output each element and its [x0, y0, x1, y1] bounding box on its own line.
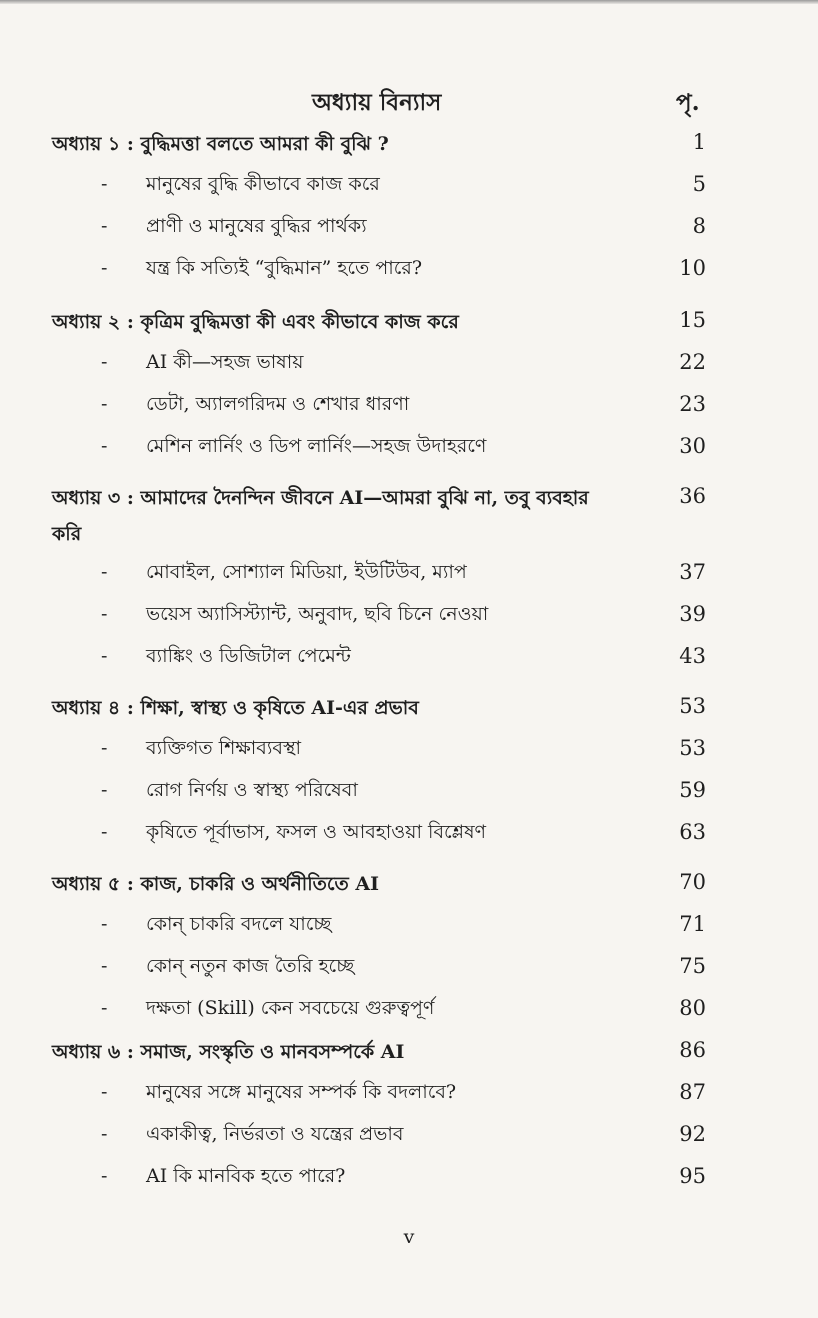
toc-chapter-row	[0, 480, 818, 550]
toc-section-row	[0, 816, 818, 848]
page-number: 70	[679, 870, 706, 894]
toc-chapter-row	[0, 1034, 818, 1066]
page-number: 95	[679, 1164, 706, 1188]
page-number: 53	[679, 694, 706, 718]
chapter-title: অধ্যায় ৪ : শিক্ষা, স্বাস্থ্য ও কৃষিতে AI-এর প্রভাব	[52, 697, 419, 719]
page-number: 71	[679, 912, 706, 936]
section-dash: -	[101, 173, 108, 195]
section-title: কৃষিতে পূর্বাভাস, ফসল ও আবহাওয়া বিশ্লেষণ	[146, 821, 487, 843]
section-title: মানুষের সঙ্গে মানুষের সম্পর্ক কি বদলাবে?	[146, 1081, 457, 1103]
toc-chapter-row	[0, 304, 818, 336]
page-number: 43	[679, 644, 706, 668]
toc-section-row	[0, 640, 818, 672]
section-title: একাকীত্ব, নির্ভরতা ও যন্ত্রের প্রভাব	[146, 1123, 404, 1145]
section-title: রোগ নির্ণয় ও স্বাস্থ্য পরিষেবা	[146, 779, 358, 801]
toc-section-row	[0, 252, 818, 284]
toc-section-row	[0, 168, 818, 200]
toc-section-row	[0, 1160, 818, 1192]
toc-chapter-row	[0, 690, 818, 722]
section-title: প্রাণী ও মানুষের বুদ্ধির পার্থক্য	[146, 215, 367, 237]
section-title: AI কি মানবিক হতে পারে?	[146, 1165, 346, 1187]
page-number: 36	[679, 484, 706, 508]
page-number: 75	[679, 954, 706, 978]
section-title: মোবাইল, সোশ্যাল মিডিয়া, ইউটিউব, ম্যাপ	[146, 561, 467, 583]
toc-section-row	[0, 430, 818, 462]
toc-section-row	[0, 774, 818, 806]
toc-section-row	[0, 992, 818, 1024]
toc-chapter-row	[0, 866, 818, 898]
section-title: মানুষের বুদ্ধি কীভাবে কাজ করে	[146, 173, 380, 195]
toc-chapter-row	[0, 126, 818, 158]
section-dash: -	[101, 955, 108, 977]
section-dash: -	[101, 1123, 108, 1145]
section-dash: -	[101, 779, 108, 801]
page-number: 92	[679, 1122, 706, 1146]
page-top-edge	[0, 0, 818, 4]
section-dash: -	[101, 393, 108, 415]
page-number: 39	[679, 602, 706, 626]
toc-section-row	[0, 1118, 818, 1150]
section-dash: -	[101, 645, 108, 667]
page-number: 10	[679, 256, 706, 280]
page-number: 63	[679, 820, 706, 844]
section-dash: -	[101, 997, 108, 1019]
chapter-title: অধ্যায় ২ : কৃত্রিম বুদ্ধিমত্তা কী এবং কীভাবে কাজ করে	[52, 311, 459, 333]
toc-section-row	[0, 556, 818, 588]
page-folio: v	[403, 1226, 415, 1248]
section-title: ব্যক্তিগত শিক্ষাব্যবস্থা	[146, 737, 302, 759]
section-title: ব্যাঙ্কিং ও ডিজিটাল পেমেন্ট	[146, 645, 351, 667]
page-number: 15	[679, 308, 706, 332]
section-dash: -	[101, 435, 108, 457]
section-title: দক্ষতা (Skill) কেন সবচেয়ে গুরুত্বপূর্ণ	[146, 997, 435, 1019]
page-number: 22	[679, 350, 706, 374]
page-number: 86	[679, 1038, 706, 1062]
section-title: AI কী—সহজ ভাষায়	[146, 351, 304, 373]
page-number: 30	[679, 434, 706, 458]
section-dash: -	[101, 821, 108, 843]
section-dash: -	[101, 737, 108, 759]
page-number: 37	[679, 560, 706, 584]
section-dash: -	[101, 1081, 108, 1103]
section-title: ভয়েস অ্যাসিস্ট্যান্ট, অনুবাদ, ছবি চিনে নেওয়া	[146, 603, 489, 625]
section-dash: -	[101, 913, 108, 935]
toc-header	[0, 84, 818, 118]
toc-section-row	[0, 598, 818, 630]
chapter-title: অধ্যায় ১ : বুদ্ধিমত্তা বলতে আমরা কী বুঝি ?	[52, 133, 389, 155]
chapter-title: অধ্যায় ৩ : আমাদের দৈনন্দিন জীবনে AI—আমরা বুঝি না, তবু ব্যবহার করি	[52, 487, 589, 545]
page-number: 59	[679, 778, 706, 802]
section-title: ডেটা, অ্যালগরিদম ও শেখার ধারণা	[146, 393, 410, 415]
section-dash: -	[101, 257, 108, 279]
toc-section-row	[0, 950, 818, 982]
page-number: 80	[679, 996, 706, 1020]
section-title: মেশিন লার্নিং ও ডিপ লার্নিং—সহজ উদাহরণে	[146, 435, 487, 457]
toc-section-row	[0, 346, 818, 378]
section-dash: -	[101, 603, 108, 625]
page-number: 5	[692, 172, 706, 196]
section-title: যন্ত্র কি সত্যিই “বুদ্ধিমান” হতে পারে?	[146, 257, 423, 279]
section-dash: -	[101, 561, 108, 583]
page-number: 53	[679, 736, 706, 760]
page-number: 8	[692, 214, 706, 238]
chapter-title: অধ্যায় ৬ : সমাজ, সংস্কৃতি ও মানবসম্পর্কে AI	[52, 1041, 405, 1063]
toc-section-row	[0, 1076, 818, 1108]
page-number: 87	[679, 1080, 706, 1104]
toc-section-row	[0, 732, 818, 764]
section-dash: -	[101, 215, 108, 237]
page-number: 23	[679, 392, 706, 416]
page-column-label: পৃ.	[676, 89, 700, 116]
toc-section-row	[0, 210, 818, 242]
section-title: কোন্ চাকরি বদলে যাচ্ছে	[146, 913, 332, 935]
toc-title: অধ্যায় বিন্যাস	[312, 89, 442, 116]
toc-section-row	[0, 908, 818, 940]
toc-section-row	[0, 388, 818, 420]
section-dash: -	[101, 351, 108, 373]
page-number: 1	[692, 130, 706, 154]
chapter-title: অধ্যায় ৫ : কাজ, চাকরি ও অর্থনীতিতে AI	[52, 873, 380, 895]
section-dash: -	[101, 1165, 108, 1187]
section-title: কোন্ নতুন কাজ তৈরি হচ্ছে	[146, 955, 355, 977]
